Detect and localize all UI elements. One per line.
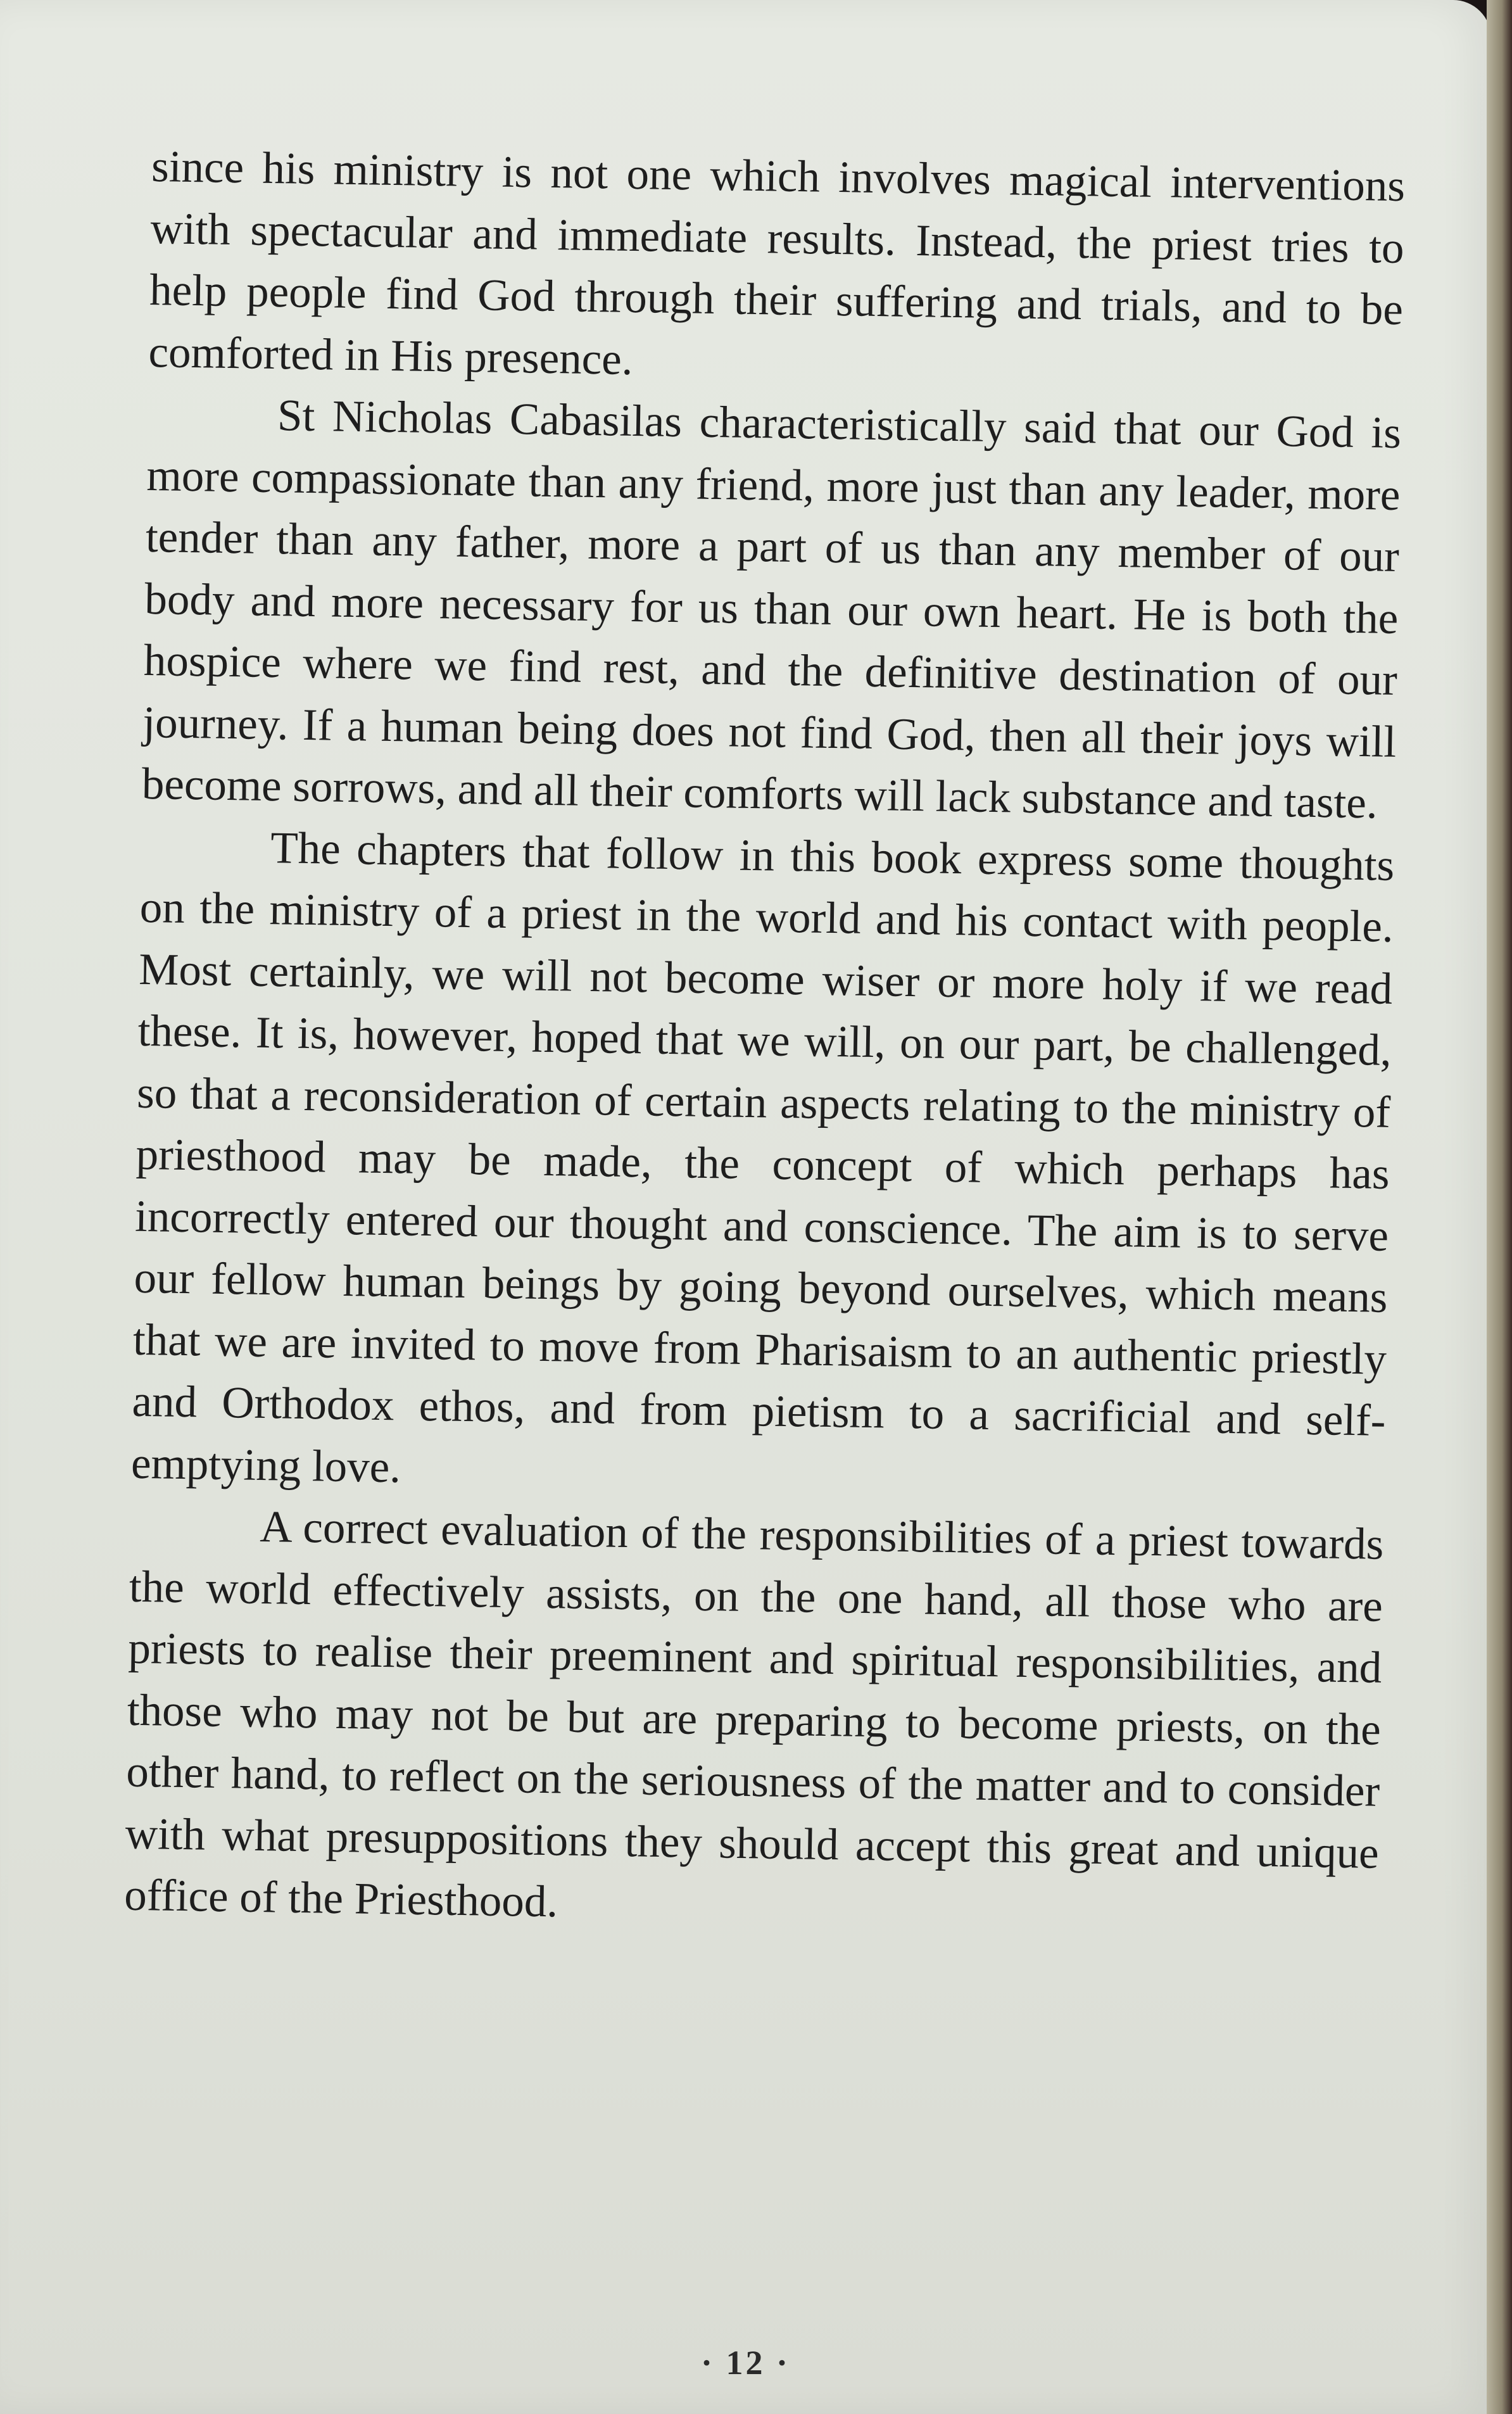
body-text <box>124 136 1406 1946</box>
page-number: · 12 · <box>700 2344 791 2382</box>
paragraph-2: St Nicholas Cabasilas characteristically said that our God is more compassionate than any friend, more just than any leader, more tender than any father, more a part of us than any member of our body and more necessary for us than our own heart. He is both the hospice where we find rest, and the definitive destination of our journey. If a human being does not find God, then all their joys will become sorrows, and all their comforts will lack substance and taste. <box>141 391 1402 828</box>
paragraph-3: The chapters that follow in this book express some thoughts on the ministry of a priest in the world and his contact with people. Most certainly, we will not become wiser or more holy if we read these. It is, however, hoped that we will, on our part, be challenged, so that a reconsideration of certain aspects relating to the ministry of priesthood may be made, the concept of which perhaps has incorrectly entered our thought and conscience. The aim is to serve our fellow human beings by going beyond ourselves, which means that we are invited to move from Pharisaism to an authentic priestly and Orthodox ethos, and from pietism to a sacrificial and self-emptying love. <box>130 823 1395 1492</box>
page-edge <box>1487 0 1512 2414</box>
paragraph-4: A correct evaluation of the responsibilities of a priest towards the world effectively assists, on the one hand, all those who are priests to realise their preeminent and spiritual responsibilities, and those who may not be but are preparing to become priests, on the other hand, to reflect on the seriousness of the matter and to consider with what presuppositions they should accept this great and unique office of the Priesthood. <box>123 1501 1384 1927</box>
paragraph-1: since his ministry is not one which involves magical interventions with spectacular and immediate results. Instead, the priest tries to help people find God through their suffering and trials, and to be comforted in His presence. <box>148 141 1406 384</box>
